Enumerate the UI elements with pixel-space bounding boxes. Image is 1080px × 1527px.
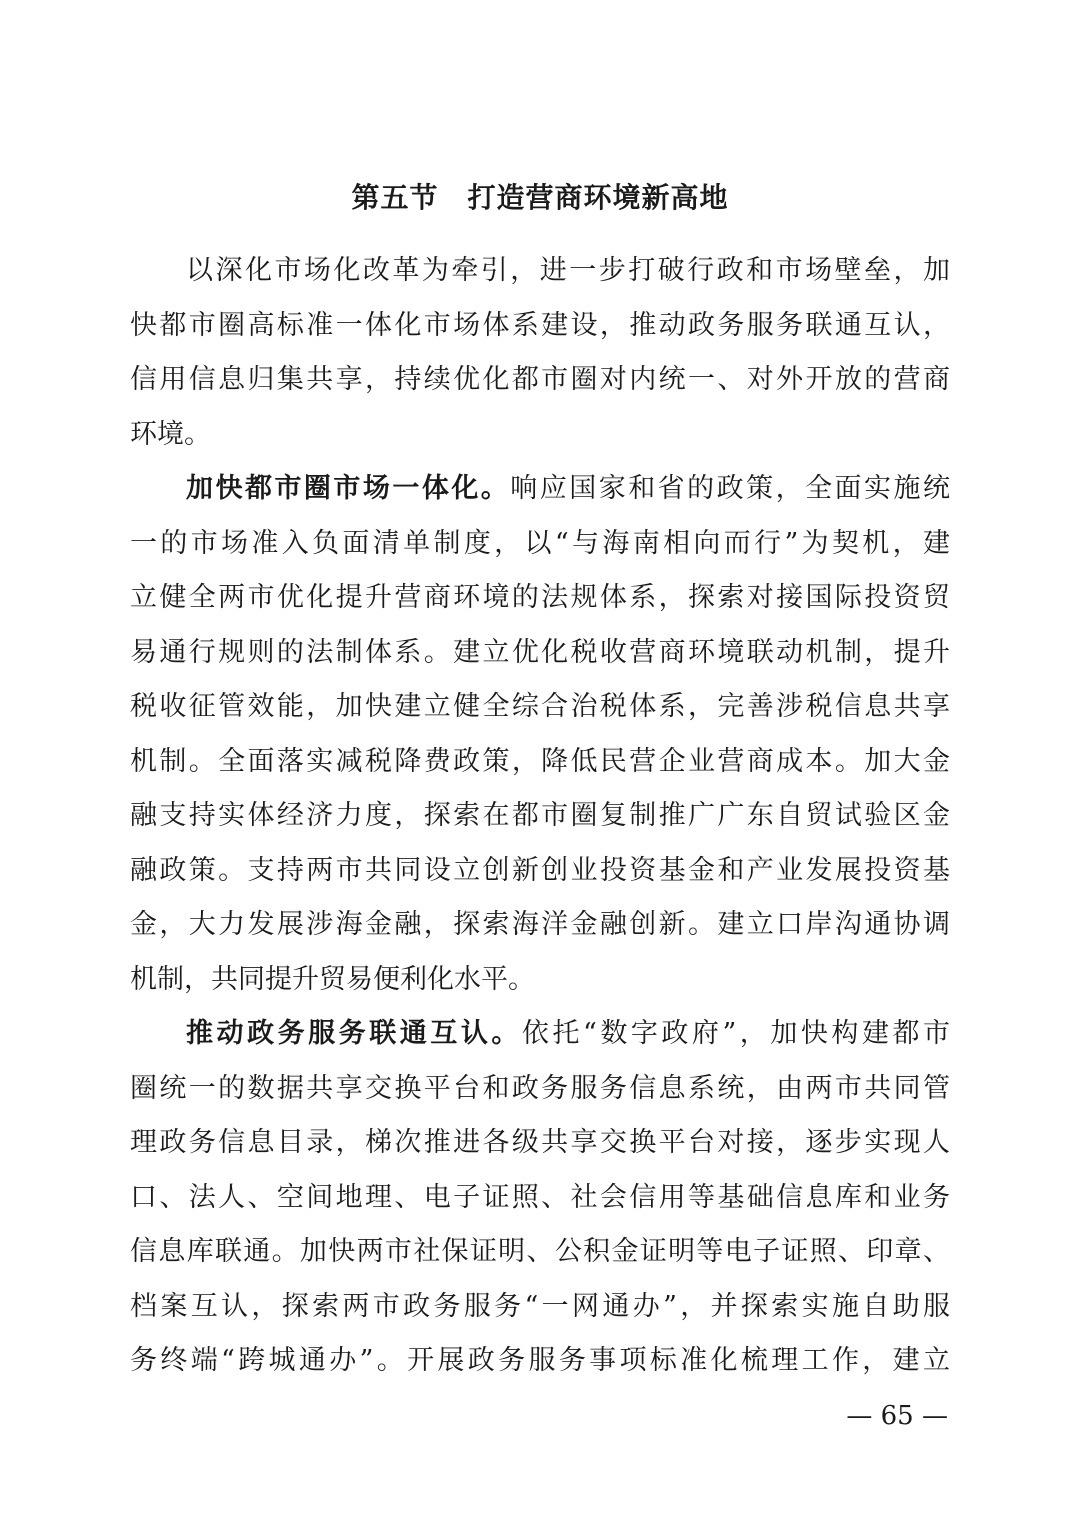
section-title: 第五节 打造营商环境新高地	[351, 181, 729, 214]
paragraph-line-with-lead	[130, 462, 950, 517]
paragraph-line: 信息库联通。加快两市社保证明、公积金证明等电子证照、印章、	[130, 1236, 950, 1267]
paragraph-line: 务终端“跨城通办”。开展政务服务事项标准化梳理工作，建立	[130, 1345, 950, 1376]
paragraph-line: 一的市场准入负面清单制度，以“与海南相向而行”为契机，建	[130, 527, 950, 559]
paragraph-line-text: 响应国家和省的政策，全面实施统	[510, 473, 951, 504]
paragraph-line: 圈统一的数据共享交换平台和政务服务信息系统，由两市共同管	[130, 1072, 950, 1104]
paragraph-line: 信用信息归集共享，持续优化都市圈对内统一、对外开放的营商	[130, 364, 950, 395]
paragraph-line: 机制。全面落实减税降费政策，降低民营企业营商成本。加大金	[130, 745, 950, 777]
paragraph-lead-heading: 加快都市圈市场一体化。	[186, 473, 511, 504]
paragraph-line: 口、法人、空间地理、电子证照、社会信用等基础信息库和业务	[130, 1181, 950, 1213]
paragraph-market-integration	[130, 462, 950, 1007]
paragraph-line: 理政务信息目录，梯次推进各级共享交换平台对接，逐步实现人	[130, 1127, 950, 1158]
paragraph-intro	[130, 244, 950, 462]
paragraph-line: 融政策。支持两市共同设立创新创业投资基金和产业发展投资基	[130, 854, 950, 886]
paragraph-line: 立健全两市优化提升营商环境的法规体系，探索对接国际投资贸	[130, 582, 950, 613]
paragraph-line: 快都市圈高标准一体化市场体系建设，推动政务服务联通互认，	[130, 309, 950, 341]
paragraph-line: 以深化市场化改革为牵引，进一步打破行政和市场壁垒，加	[186, 255, 950, 286]
paragraph-line: 易通行规则的法制体系。建立优化税收营商环境联动机制，提升	[130, 636, 950, 668]
paragraph-line: 环境。	[130, 418, 211, 450]
paragraph-government-services	[130, 1007, 950, 1389]
document-body	[130, 244, 950, 1389]
paragraph-line-with-lead	[130, 1007, 950, 1062]
paragraph-line: 金，大力发展涉海金融，探索海洋金融创新。建立口岸沟通协调	[130, 909, 950, 940]
paragraph-line: 融支持实体经济力度，探索在都市圈复制推广广东自贸试验区金	[130, 800, 950, 831]
paragraph-line-text: 依托“数字政府”，加快构建都市	[521, 1018, 951, 1049]
paragraph-lead-heading: 推动政务服务联通互认。	[186, 1018, 522, 1049]
paragraph-line: 机制，共同提升贸易便利化水平。	[130, 963, 535, 995]
paragraph-line: 税收征管效能，加快建立健全综合治税体系，完善涉税信息共享	[130, 691, 950, 722]
paragraph-line: 档案互认，探索两市政务服务“一网通办”，并探索实施自助服	[130, 1290, 950, 1322]
page-number: — 65 —	[846, 1401, 948, 1431]
